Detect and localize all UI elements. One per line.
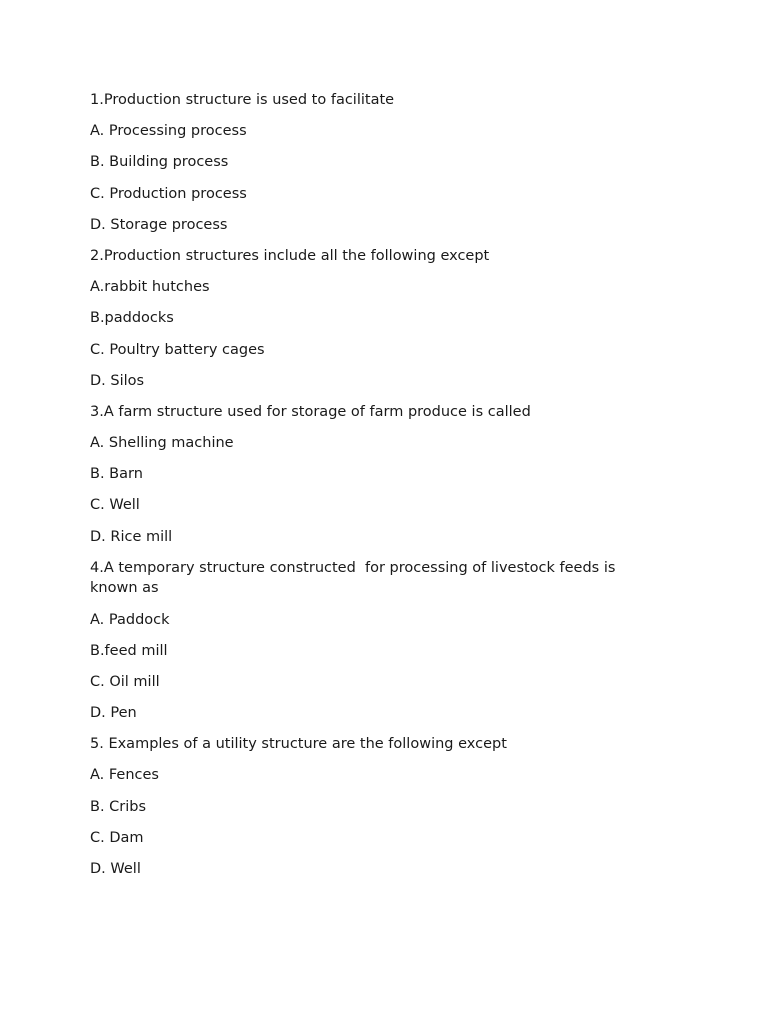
option-b: B.feed mill <box>90 642 168 659</box>
option-a: A. Shelling machine <box>90 435 234 452</box>
option-c: C. Dam <box>90 829 144 846</box>
option-d: D. Silos <box>90 372 145 389</box>
question-text: 3.A farm structure used for storage of farm produce is called <box>90 403 531 420</box>
option-c: C. Oil mill <box>90 673 160 690</box>
question-text: 4.A temporary structure constructed for processing of livestock feeds is known as <box>90 559 621 597</box>
option-a: A. Processing process <box>90 123 247 140</box>
question-text: 5. Examples of a utility structure are the following except <box>90 736 507 753</box>
document-page <box>90 90 650 890</box>
option-a: A. Fences <box>90 767 159 784</box>
option-b: B. Building process <box>90 154 229 171</box>
option-b: B. Cribs <box>90 798 147 815</box>
question-5 <box>90 734 650 879</box>
question-3 <box>90 402 650 547</box>
option-d: D. Rice mill <box>90 528 173 545</box>
option-c: C. Poultry battery cages <box>90 341 265 358</box>
question-4 <box>90 558 650 724</box>
option-d: D. Storage process <box>90 216 228 233</box>
question-text: 2.Production structures include all the following except <box>90 247 490 264</box>
question-2 <box>90 246 650 391</box>
question-text: 1.Production structure is used to facilitate <box>90 92 395 108</box>
option-a: A. Paddock <box>90 611 170 628</box>
option-d: D. Well <box>90 861 141 877</box>
option-b: B.paddocks <box>90 310 174 327</box>
question-1 <box>90 90 650 235</box>
option-d: D. Pen <box>90 705 137 722</box>
option-b: B. Barn <box>90 466 143 483</box>
option-a: A.rabbit hutches <box>90 279 210 296</box>
option-c: C. Production process <box>90 185 247 202</box>
option-c: C. Well <box>90 497 140 514</box>
